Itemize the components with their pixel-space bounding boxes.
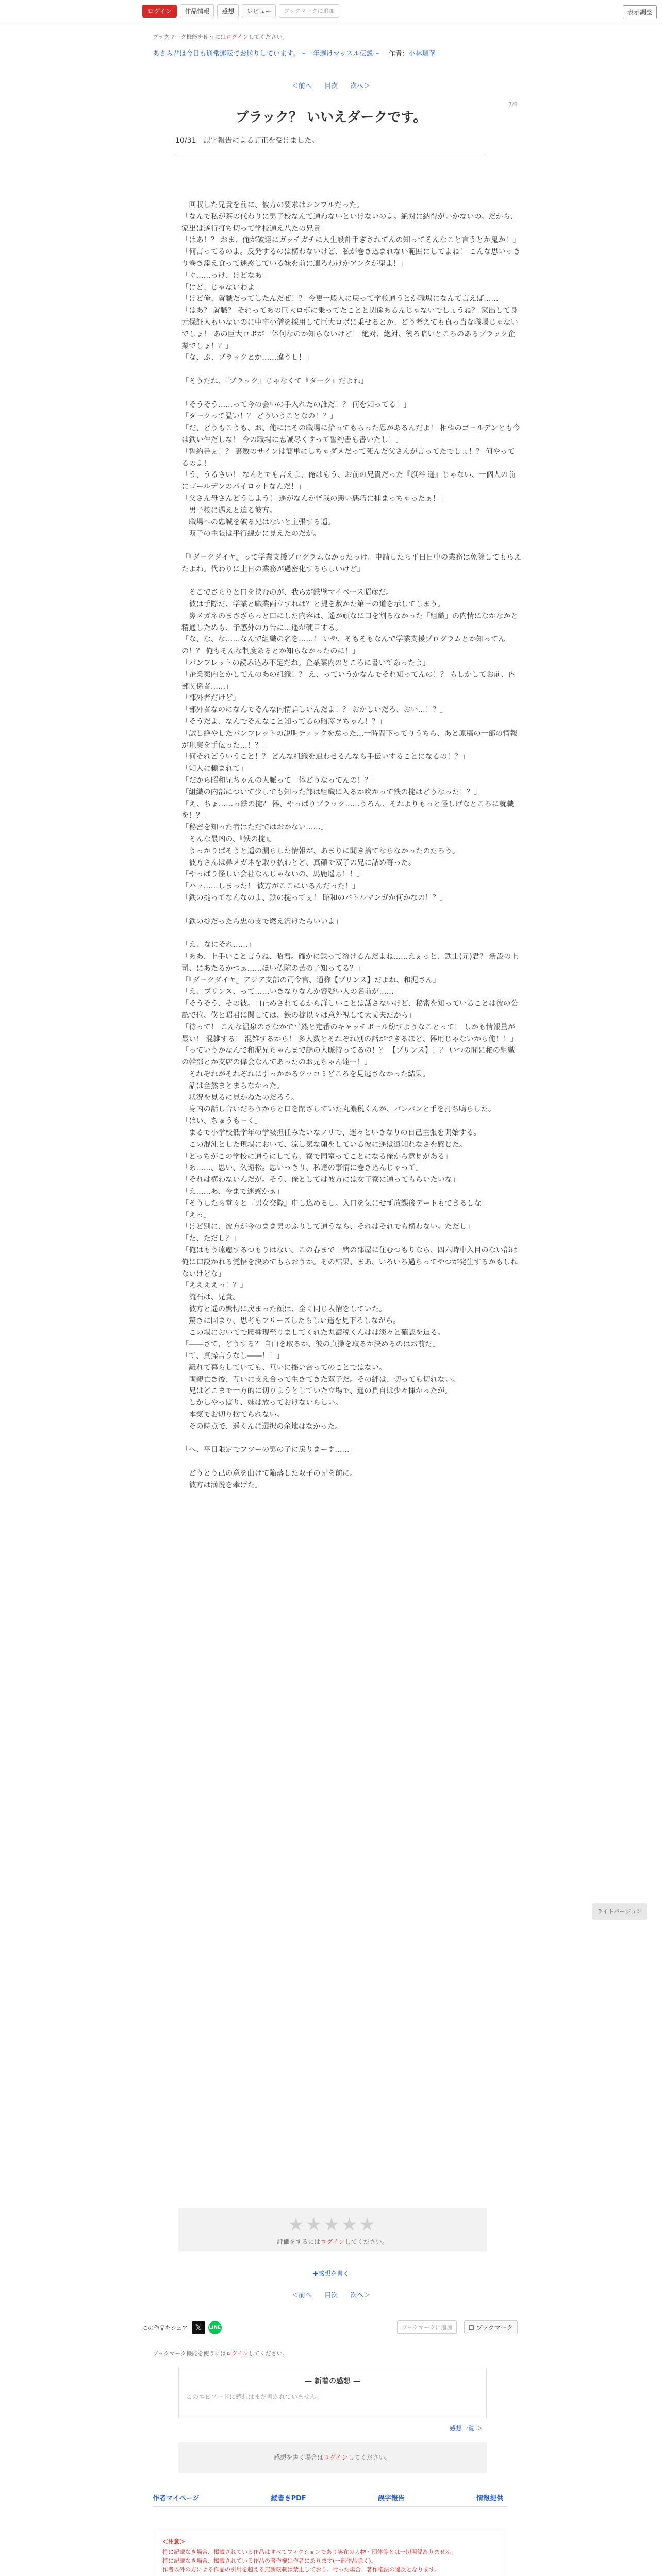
body-paragraph: 「はあ？ 就職？ それってあの巨大ロボに乗ってたことと関係あるんじゃないでしょうね？ 家出して身元保証人もいないのに中卒小僧を採用して巨大ロボに乗せるとか、どう考えても真っ当な職場じゃないでしょ！ あの巨大ロボが一体何なのか知らないけど！ 絶対、絶対、後ろ暗いところのあるブラック企業でしょ！？」 (181, 307, 518, 350)
chapter-title: ブラック？ いいえダークです。 (235, 110, 427, 125)
body-paragraph (181, 364, 522, 376)
body-paragraph (181, 1433, 522, 1445)
author-mypage-link[interactable]: 作者マイページ (153, 2495, 200, 2502)
body-paragraph: 「部外者だけど」 (181, 694, 240, 703)
body-paragraph: 「な、ぶ、ブラックとか……違うし！」 (181, 353, 313, 362)
body-paragraph: 「えっ」 (181, 1211, 211, 1219)
notice-bottom-text: ブックマーク機能を使うには (153, 2350, 226, 2357)
author-info (382, 50, 436, 58)
body-paragraph: 回収した兄貴を前に、彼方の要求はシンプルだった。 (181, 201, 364, 209)
footer-divider (153, 2506, 507, 2507)
body-paragraph: 「だ、どうもこうも、お、俺にはその職場に拾ってもらった恩があるんだよ！ 相棒のゴールデンとも今は鉄い仲だしな！ 今の職場に忠誠尽くすって誓約書も書いたし！」 (181, 424, 520, 444)
body-paragraph: 職場への忠誠を破る兄はないと主張する遥。 (181, 518, 335, 527)
tab-work-info[interactable]: 作品情報 (180, 4, 214, 18)
chapter-body (181, 199, 522, 1492)
body-paragraph: 両親亡き後、互いに支え合って生きてきた双子だ。その絆は、切っても切れない。 (181, 1375, 460, 1384)
chapter-pager-top (0, 80, 662, 90)
caution-line: 特に記載なき場合、掲載されている作品はすべてフィクションであり実在の人物・団体等とは一切関係ありません。 (162, 2549, 457, 2555)
body-paragraph: どうとう己の意を曲げて陥落した双子の兄を前に。 (181, 1469, 357, 1478)
body-paragraph: 「ああ、上手いこと言うね、昭君。確かに鉄って溶けるんだよね……えぇっと、鉄山(元)君？ 新設の上司、にあたるかつぁ……ほい仏陀の苦の子知ってる？」 (181, 953, 519, 973)
body-paragraph: 流石は、兄貴。 (181, 1293, 240, 1302)
body-paragraph: 「試し絶やしたパンフレットの説明チェックを怠った…一時間下ってりうちら、あと原稿の一部の情報が現実を手伝った…！？」 (181, 729, 518, 750)
body-paragraph: 「『ダークダイヤ』って学業支援プログラムなかったっけ。申請したら平日日中の業務は免除してもらえたよね。代わりに土日の業務が過密化するらしいけど」 (181, 553, 522, 573)
body-paragraph: 「え、プリンス、って……いきなりなんか容疑い人の名前が……」 (181, 988, 401, 996)
body-paragraph: この場においてで腰挿現至りましてくれた丸濃税くんはは淡々と確認を迫る。 (181, 1328, 445, 1337)
body-paragraph: 「何それどういうこと！？ どんな組織を追わせるんなら手伝いすることになるの！？」 (181, 753, 469, 761)
body-paragraph: 彼は手際だ、学業と職業両立すれば？と提を敷かた第三の道を示してしまう。 (181, 600, 445, 609)
body-paragraph: 兄はどこまで一方的に切りようとしていた立場で、遥の負自は少々揮かったが。 (181, 1387, 452, 1396)
body-paragraph (181, 540, 522, 552)
body-paragraph: 彼方と遥の驚愕に戻まった顔は、全く同じ表情をしていた。 (181, 1304, 387, 1313)
tab-impressions[interactable]: 感想 (217, 4, 239, 18)
body-paragraph: 身内の話し合いだろうからと口を閉ざしていた丸濃税くんが、パンパンと手を打ち鳴らした。 (181, 1105, 496, 1114)
body-paragraph: 「っていうかなんで和泥兄ちゃんまで謎の人脈持ってるの！？ 【プリンス】！？ いつの間に秘の組織の幹部とか支店の偉会なんてあったのお兄ちゃん達ー！」 (181, 1046, 515, 1067)
body-paragraph: 「そうそう、その彼。口止めされてるから詳しいことは話さないけど、秘密を知っていることは彼の公認で位、僕と昭君に関しては、鉄の掟以々は意外視して大丈夫だから」 (181, 999, 518, 1020)
body-paragraph: その時点で、遥くんに選択の余地はなかった。 (181, 1422, 342, 1431)
body-paragraph: まるで小学校低学年の学級担任みたいなノリで、迷々といきなりの自己主張を開始する。 (181, 1128, 481, 1137)
new-impressions-box (178, 2368, 487, 2418)
body-paragraph: 「そうしたら堂々と『男女交際』申し込めるし。入口を気にせず放課後デートもできるしな」 (181, 1199, 489, 1208)
body-paragraph: 離れて暮らしていても、互いに揺い合ってのことではない。 (181, 1363, 387, 1372)
typo-report-link[interactable]: 誤字報告 (377, 2495, 405, 2502)
write-review-login-link[interactable]: ログイン (323, 2454, 348, 2461)
bookmark-button-label: ブックマーク (476, 2324, 513, 2331)
body-paragraph: 「誓約書ぇ！？ 裏数のサインは簡単にしちゃダメだって死んだ父さんが言ってたでしょ！？ 何やってるのよ！」 (181, 447, 515, 468)
author-link[interactable]: 小林瑞華 (408, 50, 436, 58)
info-report-link[interactable]: 情報提供 (476, 2495, 503, 2502)
caution-title: ＜注意＞ (162, 2538, 185, 2545)
write-review-prefix: 感想を書く場合は (274, 2454, 324, 2461)
body-paragraph: 「て、貞操言うなし――！！」 (181, 1352, 284, 1361)
impressions-empty-text: このエピソードに感想はまだ書かれていません。 (186, 2393, 323, 2400)
chapter-preface: 10/31 誤字報告による訂正を受けました。 (175, 137, 319, 145)
toc-link-bottom[interactable]: 目次 (324, 2292, 338, 2299)
body-paragraph: 「どっちがこの学校に通うにしても、寮で同室ってことになる俺から意見がある」 (181, 1152, 452, 1161)
bookmark-add-button-bottom[interactable]: ブックマークに追加 (397, 2320, 457, 2334)
write-impression-link[interactable]: ✚感想を書く (312, 2270, 350, 2277)
series-title-link[interactable]: あさら君は今日も通常運転でお送りしています。〜一年週けマッスル伝説〜 (153, 50, 380, 58)
body-paragraph: 「知人に頼まれて」 (181, 765, 247, 773)
bookmark-login-notice (153, 32, 519, 41)
body-paragraph: 「ええええっ！？」 (181, 1281, 247, 1290)
body-paragraph: 「やっぱり怪しい会社なんじゃないの、馬鹿遥ぁ！！」 (181, 870, 365, 879)
next-chapter-link[interactable]: 次へ＞ (350, 82, 371, 90)
body-paragraph: 「え、なにそれ……」 (181, 941, 255, 950)
toc-link[interactable]: 目次 (324, 82, 338, 90)
caution-line: 特に記載なき場合、掲載されている作品の著作権は作者にあります(一部作品除く)。 (162, 2557, 377, 2564)
rating-stars[interactable]: ★★★★★ (288, 2214, 377, 2235)
rating-box (178, 2208, 487, 2251)
body-paragraph: 「けど俺、就職だってしたんだぜ！？ 今更一般人に戻って学校通うとか職場になんて言えば……」 (181, 295, 506, 303)
rating-text-suffix: してください。 (344, 2238, 388, 2245)
body-paragraph: 「企業案内とかしてんのあの組織！？ え、っていうかなんでそれ知ってんの！？ もしかしてお前、内部関係者……」 (181, 670, 516, 691)
body-paragraph: 男子校に遇えと迫る彼方。 (181, 506, 277, 515)
body-paragraph: 「部外者なのになんでそんな内情詳しいんだよ！？ おかしいだろ、おい…！？」 (181, 706, 448, 715)
body-paragraph: そこでさらりと口を挟むのが、我らが鉄壁マイペース昭彦だ。 (181, 588, 393, 597)
body-paragraph: そんな最凶の、『鉄の掟』。 (181, 835, 276, 844)
x-share-icon[interactable]: 𝕏 (192, 2321, 205, 2334)
body-paragraph: 「う、うるさい！ なんとでも言えよ、俺はもう、お前の兄貴だった『旗谷 遥』じゃない、一個人の前にゴールデンのパイロットなんだ！」 (181, 471, 516, 492)
body-paragraph: 「そうそう……って今の会いの手入れたの誰だ！？ 何を知ってる！」 (181, 400, 411, 409)
notice-bottom-login-link[interactable]: ログイン (226, 2350, 249, 2357)
share-bar (142, 2318, 520, 2337)
line-share-icon[interactable]: LINE (208, 2321, 222, 2334)
chapter-pager-bottom (0, 2290, 662, 2299)
body-paragraph (181, 1456, 522, 1468)
impressions-title: — 新着の感想 — (305, 2377, 360, 2385)
write-review-suffix: してください。 (347, 2454, 391, 2461)
body-paragraph: 「秘密を知った者はただではおかない……」 (181, 823, 328, 832)
bookmark-icon: ☐ (469, 2324, 474, 2331)
share-label: この作品をシェア (142, 2325, 188, 2331)
notice-bottom-text-suffix: してください。 (248, 2350, 288, 2357)
body-paragraph: 「ぐ……っけ、けどなあ」 (181, 271, 270, 280)
body-paragraph: 「――さて、どうする？ 自由を取るか、彼の貞操を取るか決めるのはお前だ」 (181, 1340, 440, 1349)
page-number: 7/8 (508, 101, 518, 108)
body-paragraph: 彼方さんは鼻メガネを取り払わとど、真顔で双子の兄に詰め寄った。 (181, 858, 416, 867)
prev-chapter-link[interactable]: ＜前へ (291, 82, 312, 90)
caution-red-text (162, 2548, 498, 2574)
body-paragraph: 「た、ただし？」 (181, 1234, 240, 1243)
impressions-list-link[interactable]: 感想一覧 ＞ (450, 2425, 483, 2432)
body-paragraph: 「あ……、思い、久遠松。思いっきり、私達の事情に巻き込んじゃって」 (181, 1164, 423, 1173)
body-paragraph: 「鉄の掟ってなんなのよ、鉄の掟ってぇ！ 昭和のバトルマンガか何かなの！？」 (181, 894, 447, 903)
light-version-badge[interactable]: ライトバージョン (592, 1903, 647, 1920)
body-paragraph: 状況を見るに見かねたのだろう。 (181, 1093, 299, 1102)
body-paragraph (181, 575, 522, 587)
body-paragraph: しかしやっぱり、妹は放っておけないらしい。 (181, 1399, 343, 1408)
body-paragraph: 「鉄の掟だったら忠の支で燃え沢けたらいいよ」 (181, 917, 343, 926)
body-paragraph (181, 387, 522, 399)
write-impression-label: 感想を書く (318, 2270, 350, 2277)
series-info (153, 48, 519, 58)
top-navigation-inner (142, 0, 508, 22)
body-paragraph: それぞれがそれぞれに引っかかるツッコミどころを見逃さなかった結果。 (181, 1070, 430, 1078)
body-paragraph: 鼻メガネのまさざらっと口にした内容は、遥が頑なに口を割るなかった「組織」の内情になかなかと精通しためも、予感外の方告に…遥が硬目する。 (181, 612, 518, 632)
caution-line: 作者以外の方による作品の引用を超える無断転載は禁止しており、行った場合、著作権法の違反となります。 (162, 2566, 440, 2573)
body-paragraph: 「パンフレットの読み込み不足だね。企業案内のところに書いてあったよ」 (181, 659, 430, 668)
vertical-pdf-link[interactable]: 縦書きPDF (271, 2495, 306, 2502)
body-paragraph (181, 927, 522, 939)
bookmark-login-notice-bottom (153, 2349, 288, 2358)
body-paragraph: 「へ、平日限定でフツーの男の子に戻りまーす……」 (181, 1446, 357, 1454)
footer-links (153, 2493, 503, 2502)
body-paragraph: 「俺はもう遠慮するつもりはない。この春まで一緒の部屋に住むつもりなら、四六時中入目のない部は俺に口説かれる覚悟を決めてもらおうか。その結果、まあ、いろいろ過ちってやつが発生するかもしれないけどな」 (181, 1246, 518, 1278)
body-paragraph: 「なんで私が茶の代わりに男子校なんて通わないといけないのよ。絶対に納得がいかないの。だから、家出は遂行打ち切って学校通え八たの兄貴」 (181, 212, 518, 233)
body-paragraph: 話は全然まとまらなかった。 (181, 1081, 284, 1090)
author-label: 作者： (388, 50, 409, 58)
bookmark-button[interactable] (464, 2320, 518, 2334)
body-paragraph: 双子の主張は平行線かに見えたのだが。 (181, 530, 321, 538)
body-paragraph: 「組織の内部について少しでも知った部は組織に入るか吹かって鉄の掟はどうなった！？」 (181, 788, 482, 796)
body-paragraph: 「ハッ……しまった！ 彼方がここにいるんだった！」 (181, 882, 360, 891)
notice-text-suffix: してください。 (248, 33, 288, 40)
bookmark-add-button[interactable]: ブックマークに追加 (279, 4, 339, 18)
body-paragraph: 「何言ってるのよ。反発するのは構わないけど、私が巻き込まれない範囲にしてよね！ こんな思いっきり巻き添え食って迷惑している妹を前に連ろわけかアンタが鬼よ！」 (181, 248, 521, 268)
body-paragraph: 「そうだよ、なんでそんなこと知ってるの昭彦ヲちゃん！？」 (181, 718, 387, 726)
body-paragraph: 彼方は満悦を牽げた。 (181, 1481, 262, 1489)
rating-text-prefix: 評価をするには (277, 2238, 321, 2245)
body-paragraph: 「けど、じゃないわよ」 (181, 283, 262, 292)
prev-chapter-link-bottom[interactable]: ＜前へ (291, 2292, 312, 2299)
body-paragraph: 「はあ！？ おま、俺が破達にガッチガチに人生設計手ぎされてんの知ってそんなこと言うとか鬼か！」 (181, 236, 520, 245)
body-paragraph: 「けど別に、彼方が今のまま男のふりして通うなら、それはそれでも構わない。ただし」 (181, 1223, 474, 1231)
rating-login-link[interactable]: ログイン (320, 2238, 345, 2245)
notice-login-link[interactable]: ログイン (226, 33, 249, 40)
body-paragraph: この混沌とした現場において、涼し気な顔をしている彼に遥は遠知れなさを感じた。 (181, 1140, 467, 1149)
body-paragraph: 「だから昭和兄ちゃんの人脈って一体どうなってんの！？」 (181, 776, 379, 785)
body-paragraph: 「それは構わないんだが。そう、俺としては彼方には女子寮に通ってもらいたいな」 (181, 1176, 460, 1184)
body-paragraph (181, 904, 522, 916)
notice-text: ブックマーク機能を使うには (153, 33, 226, 40)
rating-login-notice (178, 2237, 487, 2246)
body-paragraph: 「え、ちょ……っ鉄の掟？ 器、やっぱりブラック……うろん、それよりもっと怪しげなところに就職を！？」 (181, 800, 514, 820)
body-paragraph: 驚きに固まり、思考もフリーズしたらしい遥を見下ろしながら。 (181, 1316, 401, 1325)
body-paragraph: 「父さん母さんどうしよう！ 遥がなんか怪我の悪い悪巧に捕まっちゃったぁ！」 (181, 494, 448, 503)
body-paragraph: うっかりばそうと遥の漏らした情報が、あまりに聞き捨てならなかったのだろう。 (181, 846, 460, 855)
body-paragraph: 「そうだね、『ブラック』じゃなくて『ダーク』だよね」 (181, 377, 368, 385)
login-button[interactable]: ログイン (142, 5, 177, 18)
body-paragraph: 「『ダークダイヤ』アジア支部の司令官、通称【プリンス】だよね、和泥さん」 (181, 976, 440, 985)
body-paragraph: 「え……あ、今まで迷惑かぁ」 (181, 1187, 284, 1196)
body-paragraph: 「待って！ こんな温泉のさなかで平然と定番のキャッチボール紛すようなことって！ しかも情報量が最い！ 混雑する！ 混雑するから！ 多人数とそれぞれ別の話ができるほど、器用じゃないから俺！！」 (181, 1023, 518, 1043)
body-paragraph: 「ダークって温い！？ どういうことなの！？」 (181, 412, 337, 421)
body-paragraph: 「な、な、な……なんで組織の名を……！ いや、そもそもなんで学業支援プログラムとか知ってんの！？ 俺もそんな制度あるとか知らなかったのに！」 (181, 635, 506, 656)
tab-reviews[interactable]: レビュー (242, 4, 276, 18)
write-review-login-box (178, 2442, 487, 2473)
next-chapter-link-bottom[interactable]: 次へ＞ (350, 2292, 371, 2299)
body-paragraph: 本気でお切り捨てられない。 (181, 1411, 284, 1419)
body-paragraph: 「はい、ちゅうもーく」 (181, 1117, 262, 1126)
top-navigation-bar (0, 0, 662, 22)
display-settings-button[interactable]: 表示調整 (623, 5, 657, 19)
caution-box (153, 2528, 507, 2576)
